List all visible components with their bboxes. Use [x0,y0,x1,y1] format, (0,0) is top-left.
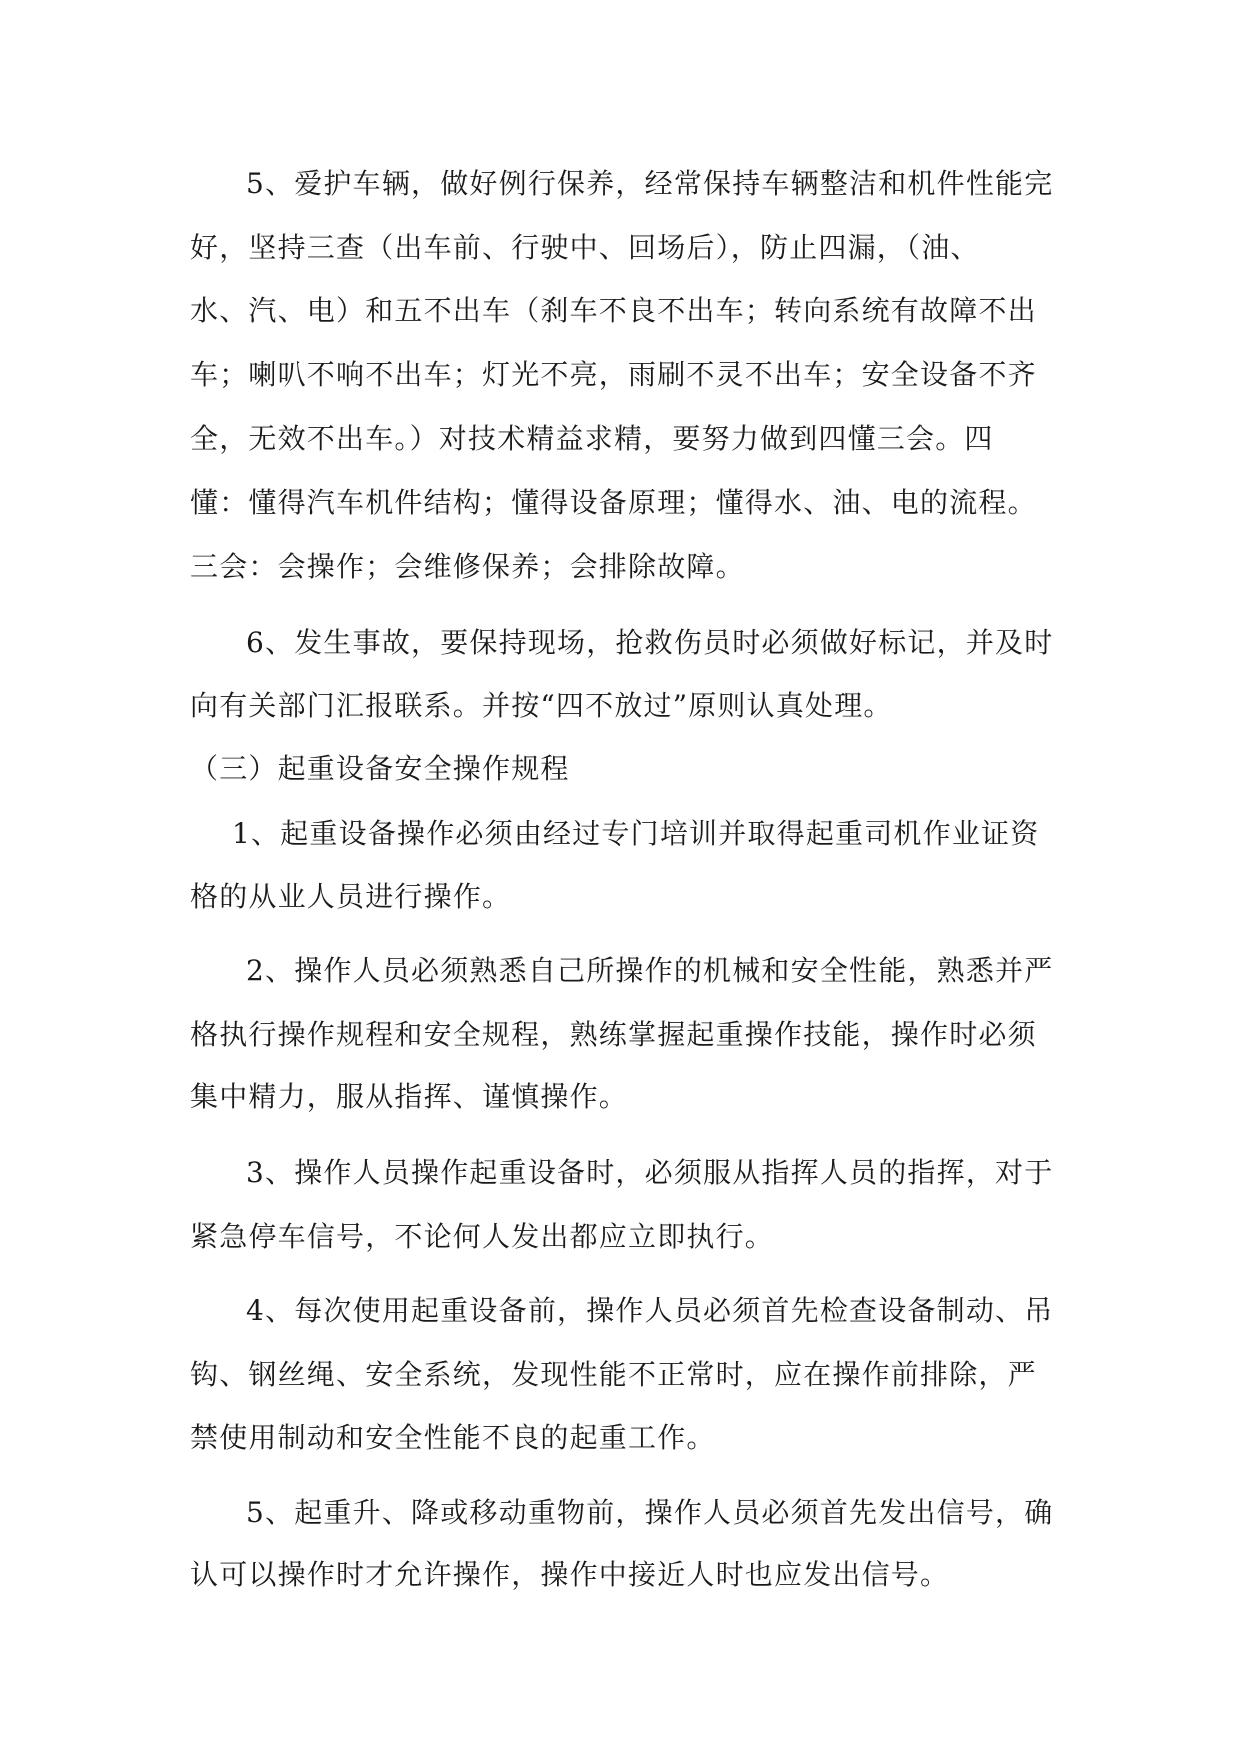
text-line: 懂：懂得汽车机件结构；懂得设备原理；懂得水、油、电的流程。 [190,486,1037,519]
text-line: 3、操作人员操作起重设备时，必须服从指挥人员的指挥，对于 [246,1156,1054,1189]
text-line: 紧急停车信号，不论何人发出都应立即执行。 [190,1220,775,1253]
text-line: 钩、钢丝绳、安全系统，发现性能不正常时，应在操作前排除，严 [190,1358,1037,1391]
text-line: 三会：会操作；会维修保养；会排除故障。 [190,550,745,583]
section-heading: （三）起重设备安全操作规程 [190,752,570,785]
text-line: 6、发生事故，要保持现场，抢救伤员时必须做好标记，并及时 [246,626,1054,659]
text-line: 向有关部门汇报联系。并按“四不放过”原则认真处理。 [190,689,893,722]
text-line: 车；喇叭不响不出车；灯光不亮，雨刷不灵不出车；安全设备不齐 [190,358,1037,391]
text-line: 认可以操作时才允许操作，操作中接近人时也应发出信号。 [190,1558,950,1591]
text-line: 5、起重升、降或移动重物前，操作人员必须首先发出信号，确 [246,1496,1054,1529]
text-line: 水、汽、电）和五不出车（刹车不良不出车；转向系统有故障不出 [190,294,1037,327]
text-line: 好，坚持三查（出车前、行驶中、回场后），防止四漏，（油、 [190,231,980,264]
text-line: 集中精力，服从指挥、谨慎操作。 [190,1080,629,1113]
text-line: 禁使用制动和安全性能不良的起重工作。 [190,1421,716,1454]
text-line: 全，无效不出车。）对技术精益求精，要努力做到四懂三会。四 [190,422,994,455]
text-line: 1、起重设备操作必须由经过专门培训并取得起重司机作业证资 [232,817,1040,850]
text-line: 2、操作人员必须熟悉自己所操作的机械和安全性能，熟悉并严 [246,954,1054,987]
text-line: 格执行操作规程和安全规程，熟练掌握起重操作技能，操作时必须 [190,1018,1037,1051]
text-line: 4、每次使用起重设备前，操作人员必须首先检查设备制动、吊 [246,1294,1054,1327]
text-line: 5、爱护车辆，做好例行保养，经常保持车辆整洁和机件性能完 [246,167,1054,200]
text-line: 格的从业人员进行操作。 [190,880,512,913]
